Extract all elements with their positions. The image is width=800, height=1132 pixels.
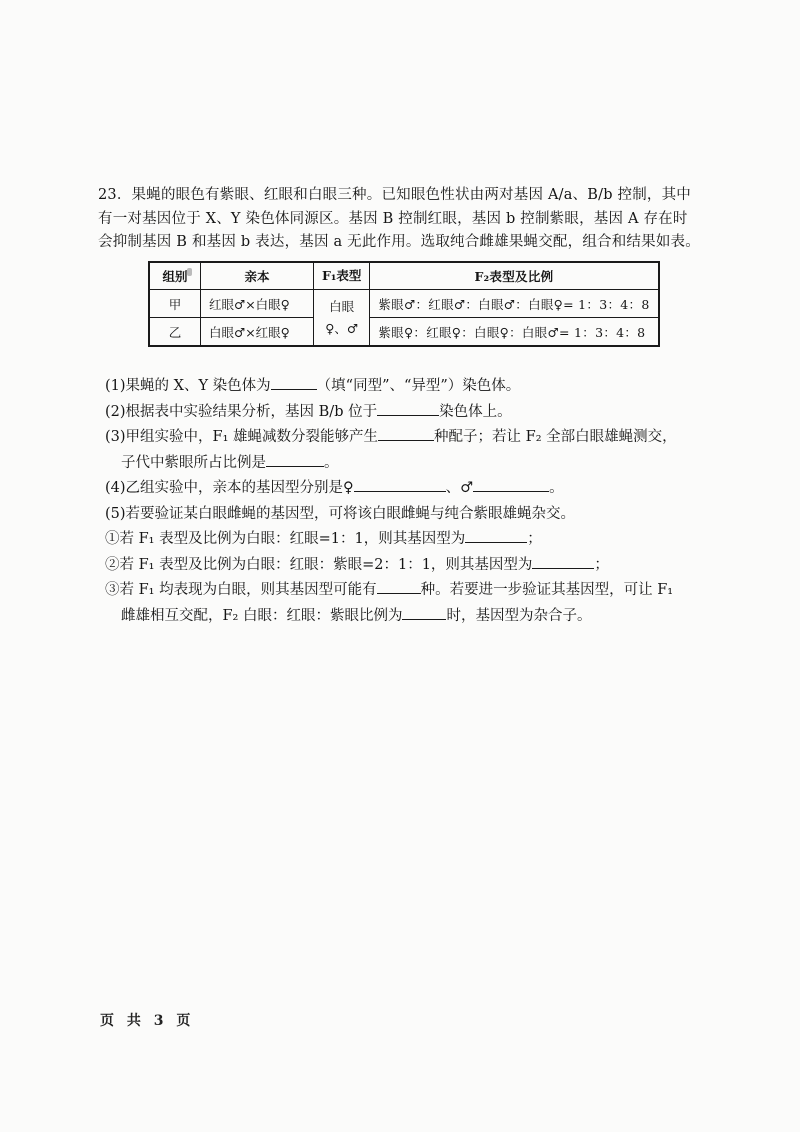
answer-blank[interactable] — [532, 554, 594, 569]
question-text: 子代中紫眼所占比例是 — [121, 454, 266, 471]
question-2 — [105, 400, 705, 426]
answer-blank[interactable] — [377, 401, 439, 416]
row-group: 甲 — [149, 290, 201, 318]
row-group: 乙 — [149, 318, 201, 347]
problem-line-3: 会抑制基因 B 和基因 b 表达，基因 a 无此作用。选取纯合雌雄果蝇交配，组合和结果如表。 — [98, 234, 700, 250]
question-text: ③若 F₁ 均表现为白眼，则其基因型可能有 — [105, 582, 377, 598]
sub-question-3 — [105, 578, 705, 604]
table-row — [149, 318, 659, 347]
question-text: (4)乙组实验中，亲本的基因型分别是♀ — [105, 480, 354, 496]
question-list — [105, 374, 705, 629]
row-f2: 紫眼♀：红眼♀：白眼♀：白眼♂= 1：3：4：8 — [370, 318, 659, 347]
sub-question-3-continued — [105, 604, 705, 630]
cross-results-table — [148, 261, 660, 347]
question-text: 种。若要进一步验证其基因型，可让 F₁ — [420, 582, 674, 598]
question-text: 雌雄相互交配，F₂ 白眼：红眼：紫眼比例为 — [121, 607, 403, 624]
question-4 — [105, 476, 705, 502]
table-header-row — [149, 262, 659, 290]
row-parents: 白眼♂×红眼♀ — [201, 318, 314, 347]
row-f2: 紫眼♂：红眼♂：白眼♂：白眼♀= 1：3：4：8 — [370, 290, 659, 318]
question-text: ； — [594, 556, 609, 573]
answer-blank[interactable] — [402, 605, 446, 620]
f1-sexes: ♀、♂ — [325, 320, 359, 336]
question-text: 。 — [324, 454, 339, 471]
question-text: 时，基因型为杂合子。 — [446, 607, 592, 624]
header-parents: 亲本 — [201, 262, 314, 290]
header-f2: F₂表型及比例 — [370, 262, 659, 290]
answer-blank[interactable] — [266, 452, 324, 467]
answer-blank[interactable] — [378, 426, 434, 441]
f1-phenotype: 白眼 — [329, 298, 355, 314]
problem-line-1: 23．果蝇的眼色有紫眼、红眼和白眼三种。已知眼色性状由两对基因 A/a、B/b 控制，其中 — [98, 187, 691, 203]
answer-blank[interactable] — [271, 375, 317, 390]
table-row — [149, 290, 659, 318]
answer-blank[interactable] — [377, 579, 421, 594]
answer-blank[interactable] — [473, 477, 549, 492]
sub-question-1 — [105, 527, 705, 553]
f1-phenotype-cell — [314, 290, 370, 347]
question-5: (5)若要验证某白眼雌蝇的基因型，可将该白眼雌蝇与纯合紫眼雄蝇杂交。 — [105, 505, 576, 522]
header-f1: F₁表型 — [314, 262, 370, 290]
header-group: 组别 — [149, 262, 201, 290]
question-3 — [105, 425, 705, 451]
problem-line-2: 有一对基因位于 X、Y 染色体同源区。基因 B 控制红眼，基因 b 控制紫眼，基因 A 存在时 — [98, 210, 688, 227]
answer-blank[interactable] — [354, 477, 446, 492]
question-3-continued — [105, 451, 705, 477]
sub-question-2 — [105, 553, 705, 579]
question-1 — [105, 374, 705, 400]
question-text: ②若 F₁ 表型及比例为白眼：红眼：紫眼=2：1：1，则其基因型为 — [105, 556, 533, 573]
question-text: (3)甲组实验中，F₁ 雄蝇减数分裂能够产生 — [105, 429, 379, 445]
question-text: 、♂ — [445, 480, 474, 496]
question-text: 种配子；若让 F₂ 全部白眼雄蝇测交， — [434, 429, 677, 445]
question-text: (2)根据表中实验结果分析，基因 B/b 位于 — [105, 403, 378, 420]
question-text: ①若 F₁ 表型及比例为白眼：红眼=1：1，则其基因型为 — [105, 531, 466, 547]
question-text: ； — [527, 531, 542, 547]
question-text: 。 — [549, 480, 564, 496]
answer-blank[interactable] — [465, 528, 527, 543]
question-text: (1)果蝇的 X、Y 染色体为 — [105, 378, 271, 394]
question-text: （填“同型”、“异型”）染色体。 — [316, 378, 521, 394]
question-text: 染色体上。 — [439, 403, 512, 420]
row-parents: 红眼♂×白眼♀ — [201, 290, 314, 318]
page-footer: 页 共 3 页 — [100, 1013, 195, 1029]
problem-statement — [98, 184, 698, 255]
scan-smudge — [187, 268, 192, 276]
